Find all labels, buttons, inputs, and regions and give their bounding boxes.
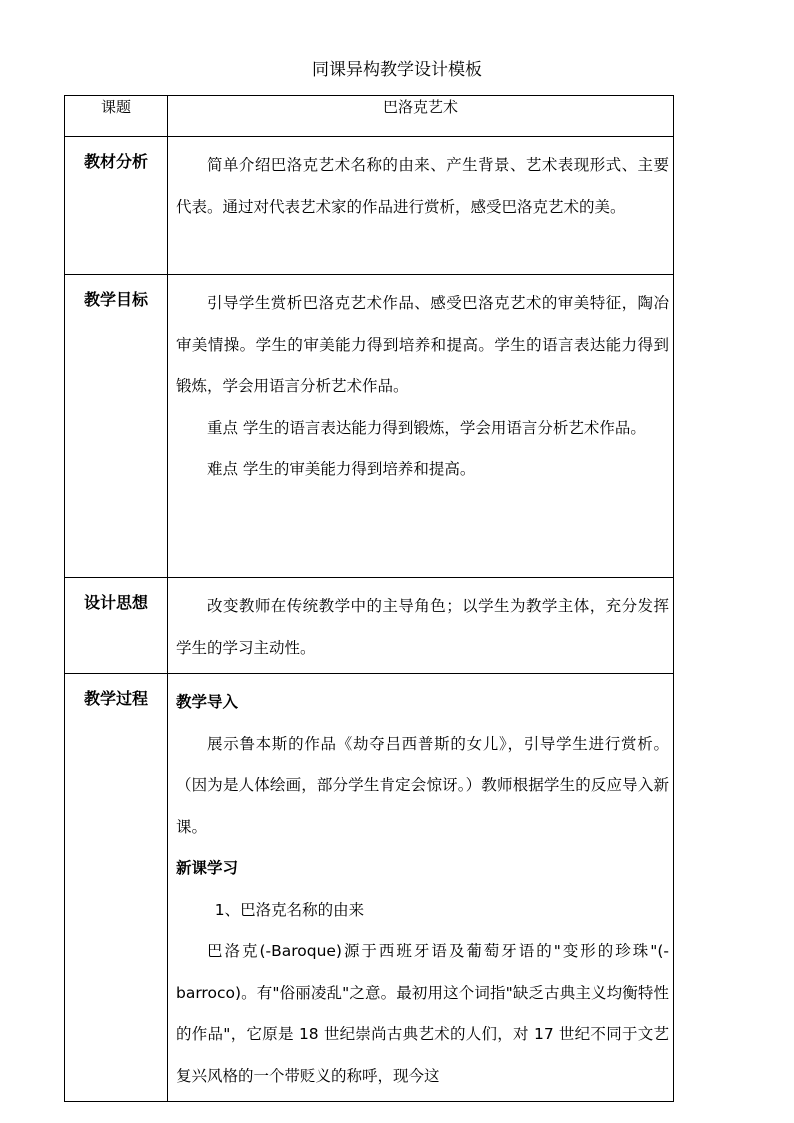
teaching-process-label: 教学过程 xyxy=(65,674,168,1102)
teaching-goals-text: 引导学生赏析巴洛克艺术作品、感受巴洛克艺术的审美特征，陶冶审美情操。学生的审美能力得到培养和提高。学生的语言表达能力得到锻炼，学会用语言分析艺术作品。 xyxy=(176,294,669,395)
table-row-topic xyxy=(65,96,674,137)
table-row-material-analysis xyxy=(65,137,674,275)
intro-heading: 教学导入 xyxy=(176,693,239,711)
teaching-process-content xyxy=(168,674,674,1102)
design-idea-text: 改变教师在传统教学中的主导角色；以学生为教学主体，充分发挥学生的学习主动性。 xyxy=(176,597,669,657)
material-analysis-label: 教材分析 xyxy=(65,137,168,275)
table-row-design-idea xyxy=(65,578,674,674)
topic-value: 巴洛克艺术 xyxy=(168,96,674,137)
teaching-goals-label: 教学目标 xyxy=(65,275,168,578)
lesson-plan-table xyxy=(64,95,674,1102)
teaching-goals-content xyxy=(168,275,674,578)
intro-text: 展示鲁本斯的作品《劫夺吕西普斯的女儿》，引导学生进行赏析。（因为是人体绘画，部分学生肯定会惊讶。）教师根据学生的反应导入新课。 xyxy=(176,734,669,836)
design-idea-content xyxy=(168,578,674,674)
design-idea-label: 设计思想 xyxy=(65,578,168,674)
table-row-teaching-goals xyxy=(65,275,674,578)
difficulty-text: 难点 学生的审美能力得到培养和提高。 xyxy=(207,460,476,478)
baroque-origin-text: 巴洛克(-Baroque)源于西班牙语及葡萄牙语的"变形的珍珠"(-barroco)。有"俗丽凌乱"之意。最初用这个词指"缺乏古典主义均衡特性的作品"，它原是 18 世纪崇尚古典艺术的人们，对 17 世纪不同于文艺复兴风格的一个带贬义的称呼，现今这 xyxy=(176,942,669,1085)
table-row-teaching-process xyxy=(65,674,674,1102)
material-analysis-content xyxy=(168,137,674,275)
new-lesson-heading: 新课学习 xyxy=(176,859,239,877)
document-title: 同课异构教学设计模板 xyxy=(312,60,482,80)
material-analysis-text: 简单介绍巴洛克艺术名称的由来、产生背景、艺术表现形式、主要代表。通过对代表艺术家的作品进行赏析，感受巴洛克艺术的美。 xyxy=(176,156,669,216)
topic-label: 课题 xyxy=(65,96,168,137)
key-point-text: 重点 学生的语言表达能力得到锻炼，学会用语言分析艺术作品。 xyxy=(207,418,646,437)
baroque-origin-subheading: 1、巴洛克名称的由来 xyxy=(214,900,365,919)
